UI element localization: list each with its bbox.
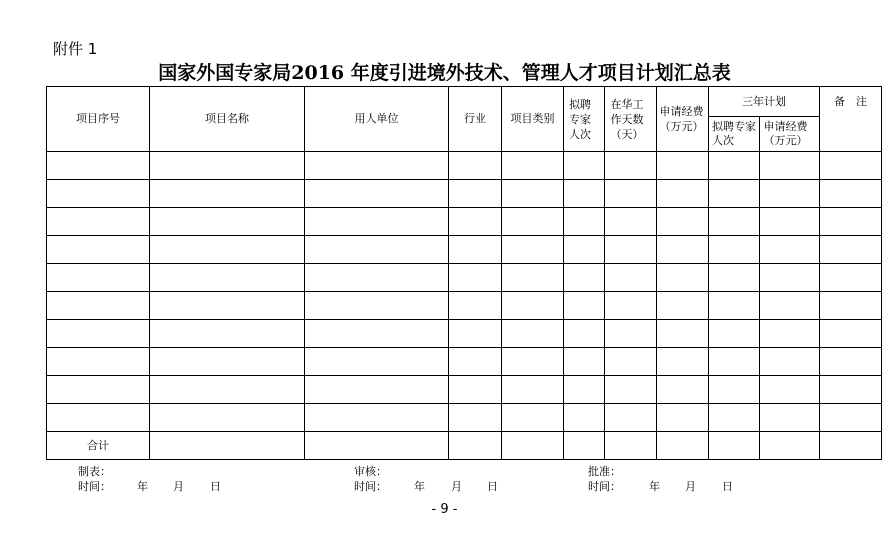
table-cell [150,264,305,292]
table-cell [657,376,709,404]
table-cell [502,348,564,376]
header-industry: 行业 [449,87,502,152]
table-cell [47,152,150,180]
header-project-type: 项目类别 [502,87,564,152]
table-row [47,348,882,376]
header-employer: 用人单位 [305,87,449,152]
reviewed-by-label: 审核： [354,465,387,478]
table-cell [305,152,449,180]
table-cell [150,348,305,376]
table-cell [502,432,564,460]
table-cell [760,376,820,404]
table-cell [564,320,605,348]
table-cell [150,152,305,180]
table-cell [605,236,657,264]
table-cell [605,348,657,376]
header-plan-experts [709,117,760,152]
table-cell [47,180,150,208]
table-cell [820,376,882,404]
table-cell [305,180,449,208]
table-cell [150,180,305,208]
table-cell [449,264,502,292]
table-cell [657,208,709,236]
table-row [47,320,882,348]
approved-year-label: 年 [649,480,660,493]
table-cell [709,348,760,376]
table-cell [47,376,150,404]
table-row [47,208,882,236]
table-cell [605,180,657,208]
table-cell [657,292,709,320]
table-cell [150,376,305,404]
header-project-no: 项目序号 [47,87,150,152]
table-cell [502,208,564,236]
table-cell [709,208,760,236]
table-cell [605,264,657,292]
header-project-name: 项目名称 [150,87,305,152]
table-cell [820,180,882,208]
summary-table [46,86,882,460]
table-cell [760,404,820,432]
table-cell [760,320,820,348]
table-cell [502,152,564,180]
table-cell [449,376,502,404]
table-cell [150,404,305,432]
table-cell [564,180,605,208]
table-row [47,264,882,292]
table-cell [605,292,657,320]
table-cell [657,180,709,208]
table-row [47,376,882,404]
table-cell [449,292,502,320]
prepared-by-label: 制表： [78,465,111,478]
table-cell [760,180,820,208]
table-cell [564,376,605,404]
table-cell [760,292,820,320]
total-row [47,432,882,460]
header-plan-funding [760,117,820,152]
header-days-in-china-text: 在华工作天数（天） [610,97,644,141]
table-cell [47,236,150,264]
table-row [47,152,882,180]
table-cell [564,152,605,180]
table-cell [820,236,882,264]
table-cell [449,152,502,180]
table-cell [709,376,760,404]
table-cell [449,404,502,432]
table-cell [820,152,882,180]
table-cell [502,404,564,432]
table-cell [150,208,305,236]
table-cell [449,432,502,460]
table-cell [305,264,449,292]
header-funding-requested [657,87,709,152]
table-row [47,292,882,320]
table-cell [605,404,657,432]
table-cell [657,348,709,376]
table-cell [449,320,502,348]
table-row [47,236,882,264]
approved-by-label: 批准： [588,465,621,478]
table-cell [709,404,760,432]
table-cell [150,432,305,460]
table-cell [657,152,709,180]
table-cell [305,432,449,460]
table-cell [502,376,564,404]
header-three-year-plan: 三年计划 [709,87,820,117]
table-cell [150,320,305,348]
table-cell [305,320,449,348]
header-planned-experts [564,87,605,152]
table-row [47,180,882,208]
total-label: 合计 [47,432,150,460]
approved-month-label: 月 [685,480,696,493]
table-cell [564,208,605,236]
header-planned-experts-text: 拟聘专家人次 [569,97,591,141]
table-cell [820,264,882,292]
table-cell [657,264,709,292]
table-cell [605,320,657,348]
table-cell [657,432,709,460]
table-cell [760,432,820,460]
prepared-year-label: 年 [137,480,148,493]
table-cell [820,292,882,320]
reviewed-day-label: 日 [487,480,498,493]
table-cell [305,348,449,376]
table-cell [605,152,657,180]
table-cell [502,320,564,348]
table-cell [760,264,820,292]
table-cell [305,236,449,264]
table-cell [605,376,657,404]
table-cell [305,208,449,236]
reviewed-year-label: 年 [414,480,425,493]
header-remarks: 备 注 [820,87,882,152]
table-cell [449,180,502,208]
table-cell [47,348,150,376]
table-cell [305,404,449,432]
table-cell [820,208,882,236]
document-title: 国家外国专家局2016 年度引进境外技术、管理人才项目计划汇总表 [158,62,731,84]
table-cell [709,264,760,292]
header-plan-experts-text: 拟聘专家人次 [712,120,756,147]
table-cell [605,432,657,460]
table-cell [709,320,760,348]
table-cell [47,320,150,348]
attachment-label: 附件 1 [53,40,98,58]
table-cell [47,208,150,236]
approved-day-label: 日 [722,480,733,493]
table-cell [709,236,760,264]
prepared-time-label: 时间： [78,480,111,493]
table-cell [760,208,820,236]
table-cell [564,236,605,264]
table-cell [502,292,564,320]
table-cell [305,376,449,404]
table-cell [709,292,760,320]
table-cell [502,264,564,292]
prepared-day-label: 日 [210,480,221,493]
page-number: - 9 - [431,502,458,517]
reviewed-month-label: 月 [451,480,462,493]
table-cell [502,236,564,264]
table-cell [820,320,882,348]
table-cell [657,236,709,264]
table-cell [760,348,820,376]
table-cell [820,404,882,432]
prepared-month-label: 月 [173,480,184,493]
header-plan-funding-text: 申请经费（万元） [763,120,808,147]
table-cell [605,208,657,236]
header-days-in-china [605,87,657,152]
header-funding-requested-text: 申请经费（万元） [659,105,704,133]
header-row-1 [47,87,882,117]
table-cell [47,264,150,292]
table-cell [150,292,305,320]
table-cell [657,320,709,348]
table-cell [820,348,882,376]
table-cell [449,208,502,236]
table-cell [564,404,605,432]
table-cell [305,292,449,320]
table-cell [564,264,605,292]
table-cell [449,348,502,376]
table-cell [657,404,709,432]
table-cell [564,432,605,460]
table-cell [760,236,820,264]
table-row [47,404,882,432]
table-cell [709,152,760,180]
table-cell [47,404,150,432]
reviewed-time-label: 时间： [354,480,387,493]
table-cell [150,236,305,264]
table-cell [564,292,605,320]
table-cell [820,432,882,460]
table-cell [502,180,564,208]
table-cell [709,432,760,460]
table-cell [709,180,760,208]
table-cell [760,152,820,180]
approved-time-label: 时间： [588,480,621,493]
table-cell [449,236,502,264]
table-cell [47,292,150,320]
table-cell [564,348,605,376]
